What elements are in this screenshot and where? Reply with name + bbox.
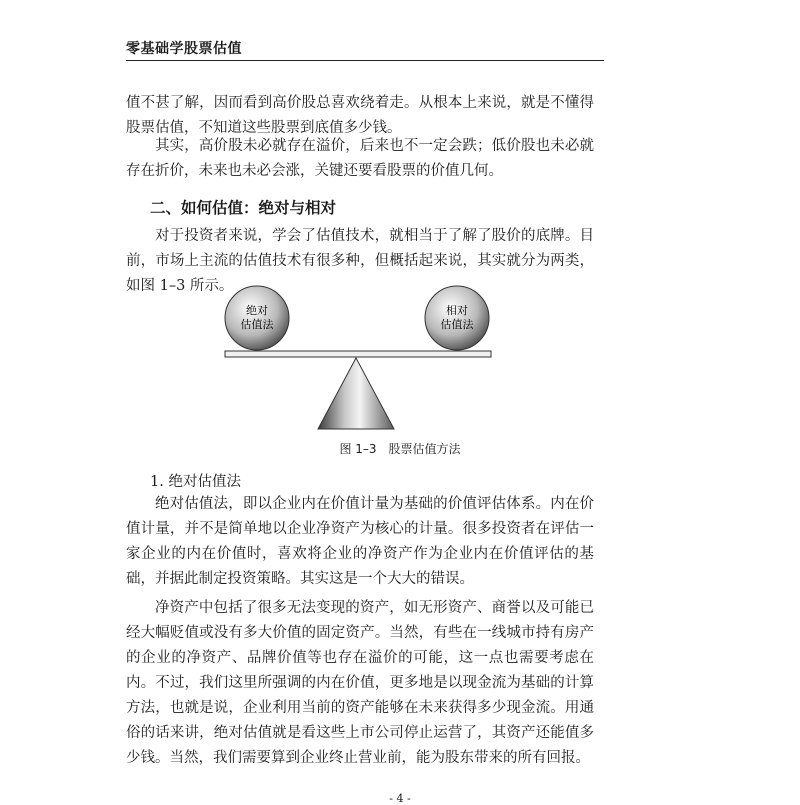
figure-caption: 图 1–3 股票估值方法 [339,442,461,456]
header-rule [126,60,604,61]
left-ball-label-2: 估值法 [240,318,274,331]
paragraph-5: 净资产中包括了很多无法变现的资产，如无形资产、商誉以及可能已经大幅贬值或没有多大价值的固定资产。当然，有些在一线城市持有房产的企业的净资产、品牌价值等也存在溢价的可能，这一点也需要考虑在内。不过，我们这里所强调的内在价值，更多地是以现金流为基础的计算方法，也就是说，企业利用当前的资产能够在未来获得多少现金流。用通俗的话来讲，绝对估值就是看这些上市公司停止运营了，其资产还能值多少钱。当然，我们需要算到企业终止营业前，能为股东带来的所有回报。 [126,600,594,766]
running-header: 零基础学股票估值 [126,41,242,57]
valuation-seesaw-figure [220,282,500,436]
paragraph-2: 其实，高价股未必就存在溢价，后来也不一定会跌；低价股也未必就存在折价，未来也未必会涨，关键还要看股票的价值几何。 [126,138,594,179]
subsection-heading: 1. 绝对估值法 [150,474,241,490]
page-number: - 4 - [389,792,411,805]
right-ball-label-1: 相对 [446,304,468,317]
paragraph-3: 对于投资者来说，学会了估值技术，就相当于了解了股价的底牌。目前，市场上主流的估值技术有很多种，但概括起来说，其实就分为两类，如图 1–3 所示。 [126,228,594,294]
section-heading: 二、如何估值：绝对与相对 [150,199,337,217]
paragraph-4: 绝对估值法，即以企业内在价值计量为基础的价值评估体系。内在价值计量，并不是简单地以企业净资产为核心的计量。很多投资者在评估一家企业的内在价值时，喜欢将企业的净资产作为企业内在价值评估的基础，并据此制定投资策略。其实这是一个大大的错误。 [126,496,594,587]
right-ball-label-2: 估值法 [440,318,474,331]
left-ball-label-1: 绝对 [246,304,268,317]
seesaw-plank [225,351,491,357]
paragraph-1: 值不甚了解，因而看到高价股总喜欢绕着走。从根本上来说，就是不懂得股票估值，不知道这些股票到底值多少钱。 [126,95,594,136]
seesaw-fulcrum [318,358,394,429]
